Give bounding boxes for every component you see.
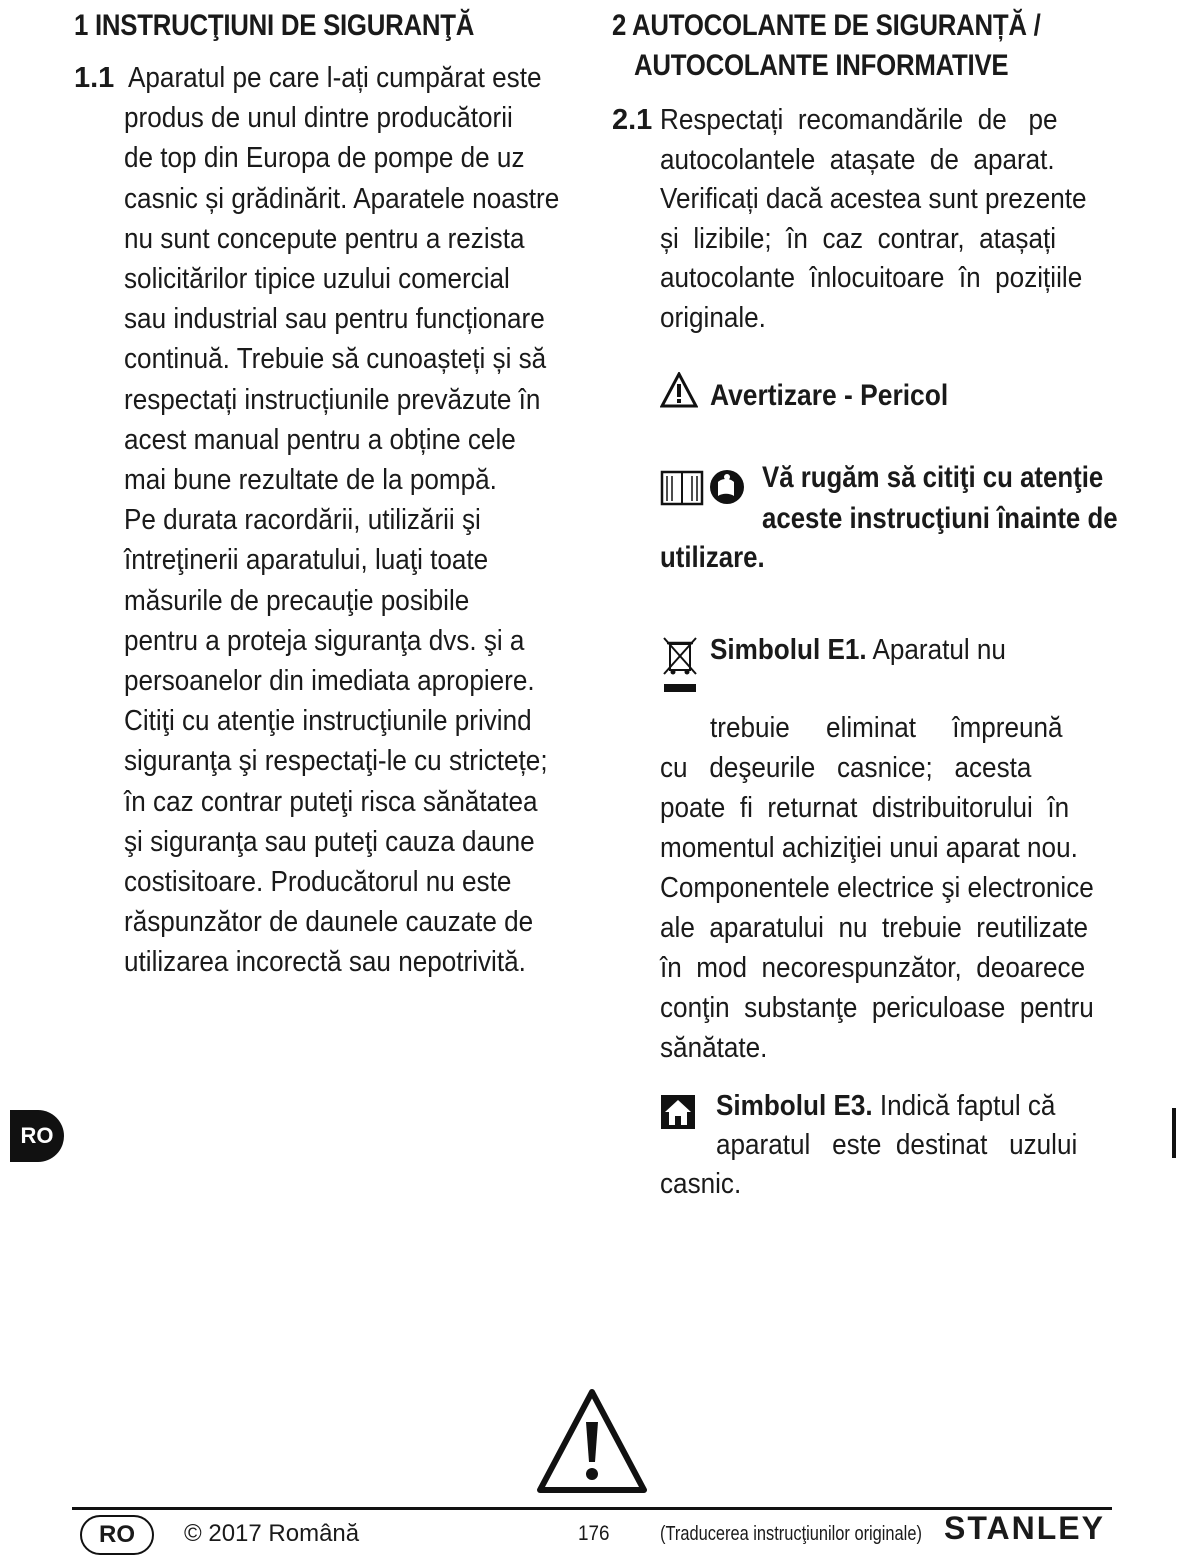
e3-first-text: Indică faptul că xyxy=(879,1090,1056,1122)
text-line: mai bune rezultate de la pompă. xyxy=(124,464,497,496)
read-instructions-line3: utilizare. xyxy=(660,541,765,574)
e3-line3: casnic. xyxy=(660,1168,742,1200)
read-instructions-line2: aceste instrucţiuni înainte de xyxy=(762,502,1118,535)
large-warning-triangle-icon xyxy=(536,1388,648,1496)
text-line: Componentele electrice şi electronice xyxy=(660,872,1094,904)
e3-line2: aparatul este destinat uzului xyxy=(716,1129,1078,1161)
text-line: pentru a proteja siguranţa dvs. şi a xyxy=(124,624,525,657)
text-line: de top din Europa de pompe de uz xyxy=(124,142,525,175)
text-line: momentul achiziţiei unui aparat nou. xyxy=(660,832,1078,864)
text-line: costisitoare. Producătorul nu este xyxy=(124,866,512,898)
text-line: respectați instrucțiunile prevăzute în xyxy=(124,383,541,416)
text-line: cu deşeurile casnice; acesta xyxy=(660,752,1032,784)
text-line: continuă. Trebuie să cunoașteți și să xyxy=(124,343,547,376)
manual-book-icon xyxy=(660,468,704,506)
e1-label: Simbolul E1. xyxy=(710,634,867,666)
footer-language-badge: RO xyxy=(80,1515,154,1555)
text-line: siguranţa şi respectaţi-le cu strictețe; xyxy=(124,745,548,778)
footer-note: (Traducerea instrucţiunilor originale) xyxy=(660,1523,922,1545)
read-instructions-line1: Vă rugăm să citiţi cu atenţie xyxy=(762,461,1104,494)
text-line: întreţinerii aparatului, luaţi toate xyxy=(124,544,489,577)
text-line: autocolante înlocuitoare în pozițiile xyxy=(660,262,1083,295)
text-line: sau industrial sau pentru funcționare xyxy=(124,303,545,336)
e3-first-line xyxy=(716,1086,1055,1126)
text-line: utilizarea incorectă sau nepotrivită. xyxy=(124,946,526,979)
text-line: conţin substanţe periculoase pentru xyxy=(660,992,1094,1024)
crossed-bin-icon xyxy=(660,634,700,698)
footer-copyright: © 2017 Română xyxy=(184,1520,360,1547)
text-line: produs de unul dintre producătorii xyxy=(124,102,513,135)
warning-triangle-icon xyxy=(660,372,698,408)
text-line: ale aparatului nu trebuie reutilizate xyxy=(660,912,1089,944)
text-line: Aparatul pe care l-ați cumpărat este xyxy=(128,62,542,94)
section1-heading: 1 INSTRUCŢIUNI DE SIGURANŢĂ xyxy=(74,9,475,42)
text-line: în caz contrar puteţi risca sănătatea xyxy=(124,785,538,818)
text-line: acest manual pentru a obține cele xyxy=(124,423,516,456)
e1-first-text: Aparatul nu xyxy=(872,634,1006,666)
text-line: răspunzător de daunele cauzate de xyxy=(124,906,534,939)
read-instructions-icon xyxy=(708,468,746,506)
text-line: măsurile de precauţie posibile xyxy=(124,584,470,617)
e1-first-line xyxy=(710,630,1070,670)
section2-heading-line2: AUTOCOLANTE INFORMATIVE xyxy=(634,49,1009,82)
text-line: în mod necorespunzător, deoarece xyxy=(660,952,1086,984)
language-side-tab: RO xyxy=(10,1110,64,1162)
text-line: Respectați recomandările de pe xyxy=(660,104,1058,136)
section2-item-number: 2.1 xyxy=(612,104,653,136)
text-line: trebuie eliminat împreună xyxy=(710,712,1063,744)
text-line: solicitărilor tipice uzului comercial xyxy=(124,263,510,295)
text-line: Citiţi cu atenţie instrucţiunile privind xyxy=(124,705,532,738)
text-line: persoanelor din imediata apropiere. xyxy=(124,665,535,697)
warning-title: Avertizare - Pericol xyxy=(710,379,949,412)
text-line: Pe durata racordării, utilizării şi xyxy=(124,504,481,537)
text-line: poate fi returnat distribuitorului în xyxy=(660,792,1070,824)
e3-label: Simbolul E3. xyxy=(716,1090,873,1122)
text-line: și lizibile; în caz contrar, atașați xyxy=(660,222,1057,255)
text-line: originale. xyxy=(660,302,766,334)
text-line: sănătate. xyxy=(660,1032,768,1064)
section1-item-number: 1.1 xyxy=(74,62,115,94)
brand-logo: STANLEY xyxy=(944,1510,1105,1546)
text-line: nu sunt concepute pentru a rezista xyxy=(124,222,525,255)
page-edge-marker xyxy=(1172,1108,1176,1158)
text-line: Verificați dacă acestea sunt prezente xyxy=(660,183,1087,216)
house-icon xyxy=(660,1094,696,1130)
footer-page-number: 176 xyxy=(578,1522,610,1545)
text-line: casnic și grădinărit. Aparatele noastre xyxy=(124,182,560,215)
text-line: autocolantele atașate de aparat. xyxy=(660,143,1055,176)
text-line: şi siguranţa sau puteţi cauza daune xyxy=(124,825,535,858)
section2-heading-line1: 2 AUTOCOLANTE DE SIGURANȚĂ / xyxy=(612,9,1041,42)
